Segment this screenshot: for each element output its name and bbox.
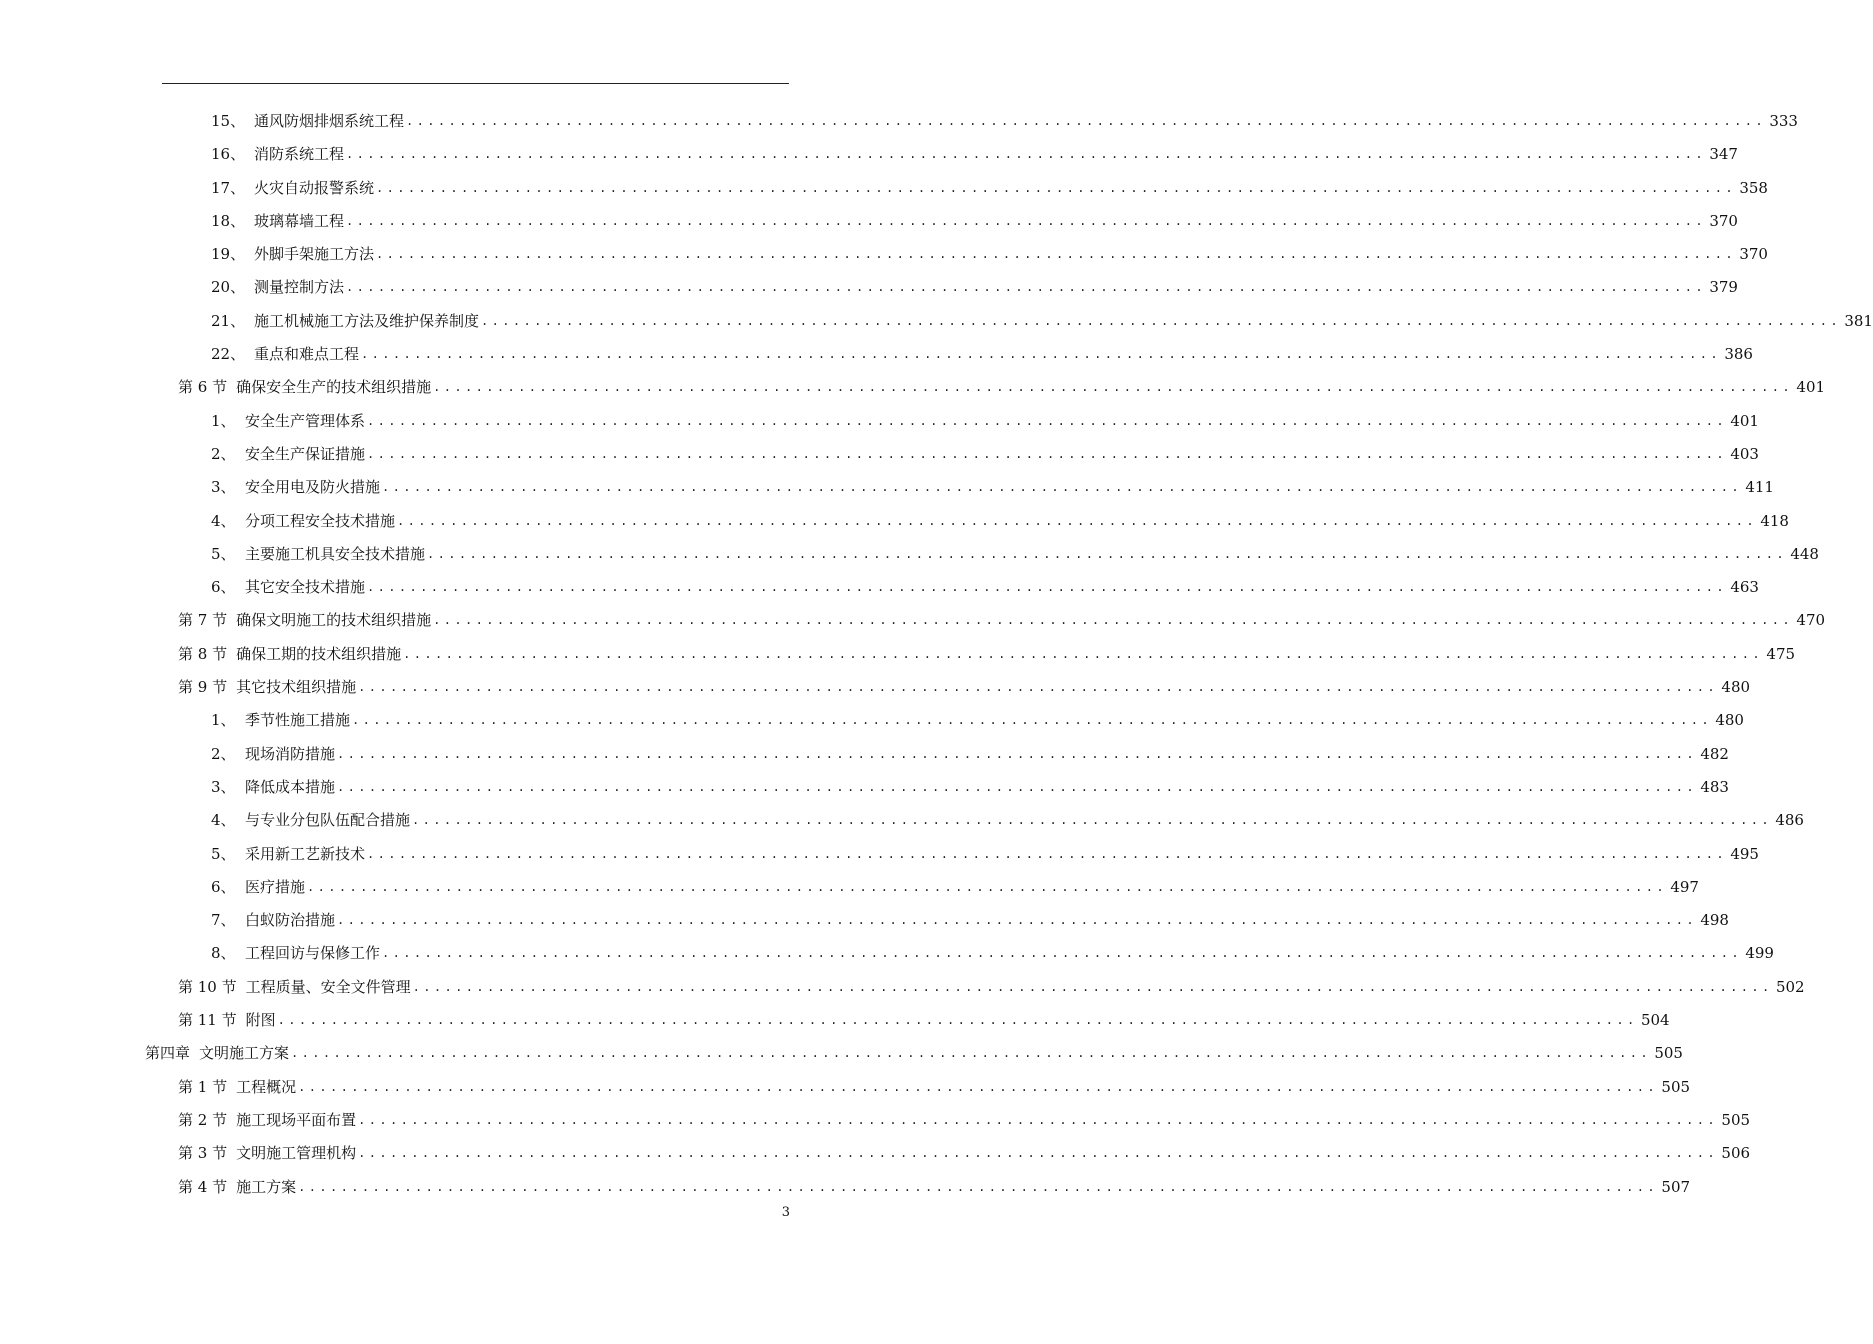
toc-entry[interactable]	[0, 105, 1798, 138]
toc-entry-title: 采用新工艺新技术	[245, 844, 366, 863]
toc-entry-title: 重点和难点工程	[254, 345, 360, 364]
toc-leader-dots: ................................................................................................................................	[397, 513, 1757, 528]
toc-entry-title: 通风防烟排烟系统工程	[254, 112, 405, 130]
toc-entry-page: 370	[1739, 245, 1768, 264]
toc-entry-page: 483	[1700, 777, 1729, 796]
toc-entry-number: 15、	[211, 112, 246, 130]
toc-section-title: 确保工期的技术组织措施	[236, 644, 402, 663]
toc-entry-page: 506	[1721, 1144, 1751, 1163]
toc-entry-number: 5、	[211, 844, 236, 863]
toc-section-number: 第 11 节	[178, 1011, 237, 1030]
toc-section-title: 施工现场平面布置	[236, 1110, 357, 1129]
toc-leader-dots: ................................................................................................................................	[277, 1013, 1638, 1028]
toc-leader-dots: ................................................................................................................................	[412, 813, 1772, 828]
toc-entry-page: 448	[1790, 544, 1819, 563]
toc-entry-number: 7、	[211, 911, 236, 930]
toc-section-entry[interactable]	[0, 1137, 1751, 1170]
toc-section-entry[interactable]	[0, 371, 1826, 404]
toc-leader-dots: ................................................................................................................................	[367, 846, 1727, 861]
toc-leader-dots: ................................................................................................................................	[406, 114, 1766, 128]
toc-section-title: 文明施工管理机构	[236, 1144, 357, 1163]
toc-leader-dots: ................................................................................................................................	[367, 413, 1727, 428]
toc-section-entry[interactable]	[0, 971, 1805, 1004]
toc-entry-page: 418	[1760, 511, 1789, 530]
toc-entry-number: 17、	[211, 178, 246, 197]
toc-leader-dots: ................................................................................................................................	[337, 913, 1697, 928]
toc-entry-title: 季节性施工措施	[245, 711, 351, 730]
toc-entry-title: 白蚁防治措施	[245, 911, 336, 930]
toc-entry-page: 370	[1709, 211, 1738, 230]
toc-entry[interactable]	[0, 138, 1738, 171]
toc-leader-dots: ................................................................................................................................	[358, 680, 1719, 695]
toc-section-entry[interactable]	[0, 1071, 1691, 1104]
toc-entry[interactable]	[0, 571, 1759, 604]
toc-entry-page: 379	[1709, 278, 1738, 297]
toc-entry-number: 3、	[211, 478, 236, 497]
toc-entry-number: 1、	[211, 711, 236, 730]
toc-entry-page: 480	[1715, 711, 1744, 730]
toc-section-entry[interactable]	[0, 671, 1751, 704]
toc-leader-dots: ................................................................................................................................	[346, 280, 1706, 295]
toc-entry-title: 与专业分包队伍配合措施	[245, 811, 411, 830]
toc-entry[interactable]	[0, 538, 1819, 571]
toc-leader-dots: ................................................................................................................................	[291, 1046, 1651, 1061]
toc-leader-dots: ................................................................................................................................	[376, 180, 1736, 195]
toc-entry-title: 其它安全技术措施	[245, 578, 366, 597]
toc-entry[interactable]	[0, 405, 1759, 438]
toc-entry-title: 火灾自动报警系统	[254, 178, 375, 197]
toc-entry-page: 504	[1640, 1011, 1670, 1030]
toc-entry[interactable]	[0, 771, 1729, 804]
toc-entry-number: 19、	[211, 245, 246, 264]
toc-entry[interactable]	[0, 305, 1873, 338]
toc-leader-dots: ................................................................................................................................	[358, 1112, 1719, 1127]
toc-section-number: 第 1 节	[178, 1077, 228, 1096]
toc-entry-title: 分项工程安全技术措施	[245, 511, 396, 530]
toc-section-number: 第 3 节	[178, 1144, 228, 1163]
toc-entry-page: 507	[1661, 1177, 1691, 1196]
toc-entry-title: 施工机械施工方法及维护保养制度	[254, 311, 480, 330]
header-rule	[162, 83, 789, 84]
toc-entry-title: 医疗措施	[245, 877, 306, 896]
toc-entry-title: 消防系统工程	[254, 145, 345, 164]
toc-entry-title: 安全用电及防火措施	[245, 478, 381, 497]
toc-entry[interactable]	[0, 904, 1729, 937]
toc-entry[interactable]	[0, 238, 1768, 271]
toc-entry-title: 测量控制方法	[254, 278, 345, 297]
toc-leader-dots: ................................................................................................................................	[367, 580, 1727, 595]
toc-leader-dots: ................................................................................................................................	[307, 879, 1667, 894]
toc-entry-number: 1、	[211, 411, 236, 430]
toc-entry[interactable]	[0, 471, 1774, 504]
toc-entry-page: 403	[1730, 444, 1759, 463]
toc-section-title: 施工方案	[236, 1177, 297, 1196]
toc-section-title: 工程概况	[236, 1077, 297, 1096]
toc-leader-dots: ................................................................................................................................	[298, 1179, 1659, 1194]
toc-entry-number: 8、	[211, 944, 236, 963]
toc-entry-page: 381	[1844, 311, 1873, 330]
toc-entry[interactable]	[0, 738, 1729, 771]
toc-leader-dots: ................................................................................................................................	[481, 313, 1841, 328]
toc-section-number: 第 4 节	[178, 1177, 228, 1196]
toc-entry-number: 16、	[211, 145, 246, 164]
toc-entry-title: 玻璃幕墙工程	[254, 211, 345, 230]
toc-leader-dots: ................................................................................................................................	[298, 1079, 1659, 1094]
toc-leader-dots: ................................................................................................................................	[337, 779, 1697, 794]
toc-entry-number: 21、	[211, 311, 246, 330]
toc-section-title: 其它技术组织措施	[236, 678, 357, 697]
toc-chapter-number: 第四章	[145, 1044, 191, 1063]
toc-leader-dots: ................................................................................................................................	[382, 480, 1742, 495]
toc-leader-dots: ................................................................................................................................	[376, 247, 1736, 262]
toc-entry-number: 20、	[211, 278, 246, 297]
toc-entry-number: 2、	[211, 444, 236, 463]
toc-entry-page: 498	[1700, 911, 1729, 930]
toc-entry-page: 482	[1700, 744, 1729, 763]
toc-entry[interactable]	[0, 205, 1738, 238]
toc-entry-page: 497	[1670, 877, 1699, 896]
toc-leader-dots: ................................................................................................................................	[412, 979, 1773, 994]
toc-section-title: 附图	[245, 1011, 276, 1030]
toc-entry-page: 347	[1709, 145, 1738, 164]
toc-entry-page: 470	[1796, 611, 1826, 630]
toc-entry-page: 401	[1796, 378, 1826, 397]
toc-section-entry[interactable]	[0, 1104, 1751, 1137]
toc-leader-dots: ................................................................................................................................	[361, 347, 1721, 362]
toc-section-number: 第 9 节	[178, 678, 228, 697]
toc-entry-number: 4、	[211, 811, 236, 830]
toc-entry-number: 2、	[211, 744, 236, 763]
toc-entry-title: 安全生产保证措施	[245, 444, 366, 463]
toc-entry-number: 6、	[211, 877, 236, 896]
toc-entry-page: 486	[1775, 811, 1804, 830]
toc-section-number: 第 8 节	[178, 644, 228, 663]
toc-entry-page: 463	[1730, 578, 1759, 597]
toc-entry-page: 386	[1724, 345, 1753, 364]
toc-leader-dots: ................................................................................................................................	[367, 446, 1727, 461]
toc-entry-number: 22、	[211, 345, 246, 364]
toc-entry[interactable]	[0, 271, 1738, 304]
toc-entry[interactable]	[0, 338, 1753, 371]
toc-entry-page: 475	[1766, 644, 1796, 663]
toc-entry[interactable]	[0, 172, 1768, 205]
toc-entry-title: 外脚手架施工方法	[254, 245, 375, 264]
toc-entry-title: 安全生产管理体系	[245, 411, 366, 430]
toc-entry-number: 5、	[211, 544, 236, 563]
toc-entry[interactable]	[0, 871, 1699, 904]
toc-entry[interactable]	[0, 804, 1804, 837]
toc-section-title: 工程质量、安全文件管理	[245, 977, 411, 996]
toc-chapter-entry[interactable]	[0, 1037, 1683, 1070]
toc-entry-page: 502	[1775, 977, 1805, 996]
toc-leader-dots: ................................................................................................................................	[433, 613, 1794, 628]
table-of-contents	[0, 105, 1873, 1204]
toc-entry-page: 499	[1745, 944, 1774, 963]
toc-entry[interactable]	[0, 704, 1744, 737]
toc-section-title: 确保文明施工的技术组织措施	[236, 611, 432, 630]
toc-section-title: 确保安全生产的技术组织措施	[236, 378, 432, 397]
toc-entry-page: 358	[1739, 178, 1768, 197]
toc-entry-number: 6、	[211, 578, 236, 597]
toc-entry-page: 495	[1730, 844, 1759, 863]
toc-section-entry[interactable]	[0, 638, 1796, 671]
toc-section-number: 第 6 节	[178, 378, 228, 397]
toc-entry-page: 505	[1654, 1044, 1683, 1063]
toc-entry-title: 主要施工机具安全技术措施	[245, 544, 426, 563]
toc-entry-page: 505	[1661, 1077, 1691, 1096]
toc-entry[interactable]	[0, 937, 1774, 970]
toc-entry-title: 降低成本措施	[245, 777, 336, 796]
toc-entry-page: 505	[1721, 1110, 1751, 1129]
toc-entry[interactable]	[0, 505, 1789, 538]
toc-entry[interactable]	[0, 838, 1759, 871]
toc-entry-title: 现场消防措施	[245, 744, 336, 763]
toc-entry-page: 480	[1721, 678, 1751, 697]
toc-leader-dots: ................................................................................................................................	[337, 746, 1697, 761]
toc-section-number: 第 2 节	[178, 1110, 228, 1129]
toc-leader-dots: ................................................................................................................................	[427, 546, 1787, 561]
toc-entry-number: 3、	[211, 777, 236, 796]
toc-leader-dots: ................................................................................................................................	[352, 713, 1712, 728]
toc-entry-number: 4、	[211, 511, 236, 530]
toc-entry-page: 401	[1730, 411, 1759, 430]
toc-chapter-title: 文明施工方案	[199, 1044, 290, 1063]
toc-entry-number: 18、	[211, 211, 246, 230]
toc-section-number: 第 10 节	[178, 977, 237, 996]
toc-leader-dots: ................................................................................................................................	[433, 380, 1794, 395]
toc-entry[interactable]	[0, 438, 1759, 471]
toc-entry-page: 411	[1745, 478, 1774, 497]
toc-section-entry[interactable]	[0, 1171, 1691, 1204]
toc-section-entry[interactable]	[0, 1004, 1670, 1037]
toc-leader-dots: ................................................................................................................................	[382, 946, 1742, 961]
toc-entry-page: 333	[1769, 112, 1798, 130]
toc-leader-dots: ................................................................................................................................	[358, 1146, 1719, 1161]
toc-leader-dots: ................................................................................................................................	[346, 213, 1706, 228]
page-number: 3	[781, 1205, 790, 1220]
toc-section-number: 第 7 节	[178, 611, 228, 630]
toc-section-entry[interactable]	[0, 604, 1826, 637]
toc-entry-title: 工程回访与保修工作	[245, 944, 381, 963]
toc-leader-dots: ................................................................................................................................	[403, 646, 1764, 661]
toc-leader-dots: ................................................................................................................................	[346, 147, 1706, 162]
